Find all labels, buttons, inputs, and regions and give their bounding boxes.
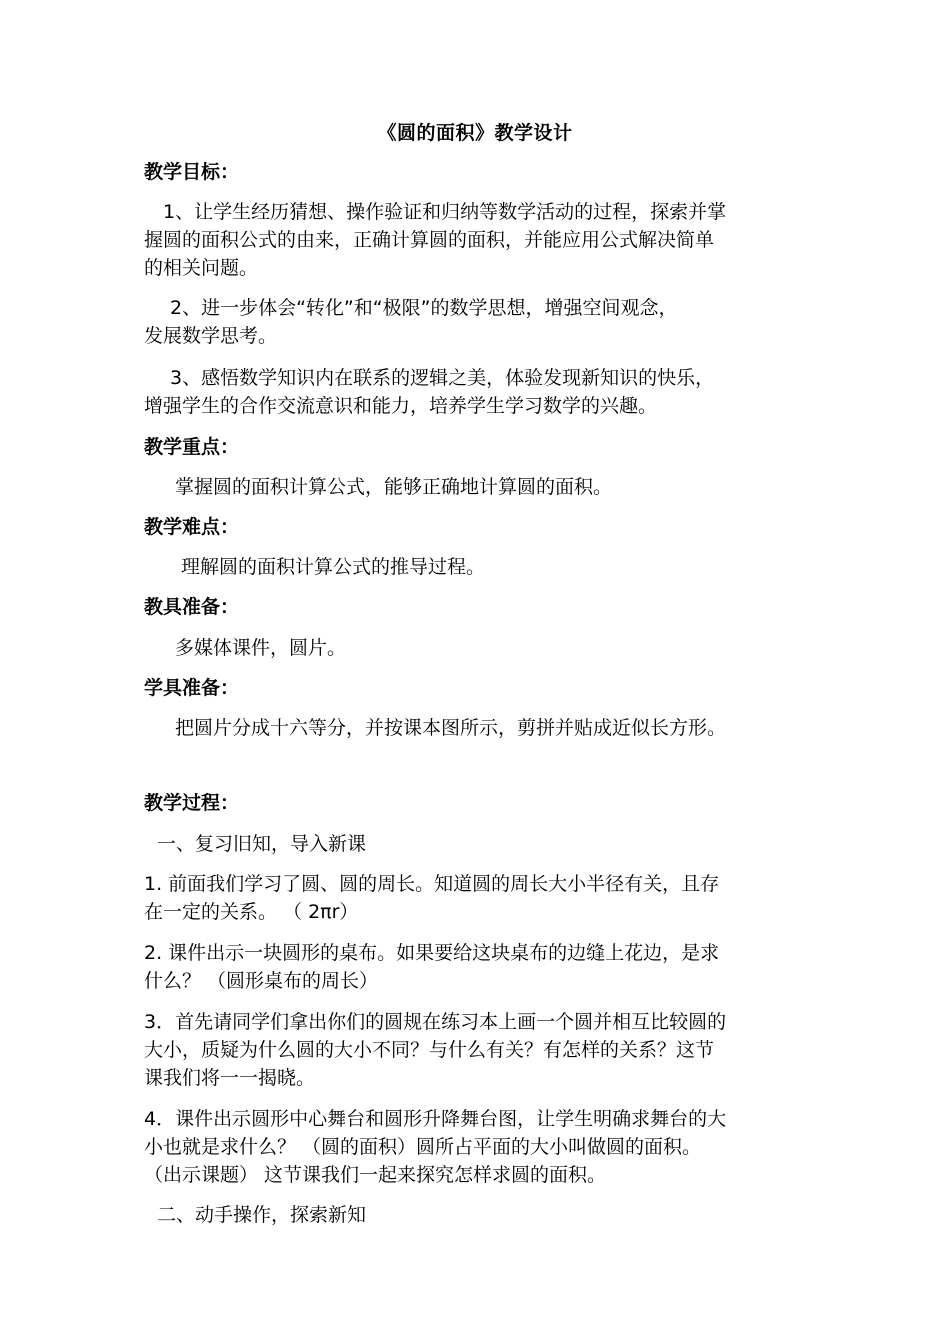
key-point-text: 掌握圆的面积计算公式，能够正确地计算圆的面积。 — [175, 476, 613, 498]
process-3-line-2: 大小，质疑为什么圆的大小不同？与什么有关？有怎样的关系？这节 — [144, 1039, 715, 1061]
process-2-line-2: 什么？ （圆形桌布的周长） — [144, 970, 379, 992]
process-4-line-3: （出示课题） 这节课我们一起来探究怎样求圆的面积。 — [144, 1164, 607, 1186]
document-title: 《圆的面积》教学设计 — [377, 122, 573, 144]
student-tools-heading: 学具准备： — [144, 677, 240, 699]
goal-2-line-2: 发展数学思考。 — [144, 325, 278, 347]
difficulty-heading: 教学难点： — [144, 516, 240, 538]
process-4-line-1: 4．课件出示圆形中心舞台和圆形升降舞台图，让学生明确求舞台的大 — [144, 1108, 727, 1130]
student-tools-text: 把圆片分成十六等分，并按课本图所示，剪拼并贴成近似长方形。 — [175, 717, 727, 739]
process-2-line-1: 2. 课件出示一块圆形的桌布。如果要给这块桌布的边缝上花边，是求 — [144, 942, 720, 964]
process-3-line-1: 3．首先请同学们拿出你们的圆规在练习本上画一个圆并相互比较圆的 — [144, 1011, 727, 1033]
goals-heading: 教学目标： — [144, 161, 240, 183]
section-2-heading: 二、动手操作，探索新知 — [157, 1204, 367, 1226]
difficulty-text: 理解圆的面积计算公式的推导过程。 — [181, 556, 486, 578]
goal-1-line-2: 握圆的面积公式的由来，正确计算圆的面积，并能应用公式解决简单 — [144, 229, 715, 251]
teacher-tools-text: 多媒体课件，圆片。 — [175, 637, 347, 659]
goal-1-line-3: 的相关问题。 — [144, 257, 259, 279]
process-4-line-2: 小也就是求什么？ （圆的面积）圆所占平面的大小叫做圆的面积。 — [144, 1136, 702, 1158]
goal-3-line-1: 3、感悟数学知识内在联系的逻辑之美，体验发现新知识的快乐， — [170, 367, 715, 389]
goal-2-line-1: 2、进一步体会“转化”和“极限”的数学思想，增强空间观念， — [170, 297, 678, 319]
goal-3-line-2: 增强学生的合作交流意识和能力，培养学生学习数学的兴趣。 — [144, 395, 658, 417]
process-1-line-1: 1. 前面我们学习了圆、圆的周长。知道圆的周长大小半径有关，且存 — [144, 873, 720, 895]
section-1-heading: 一、复习旧知，导入新课 — [157, 833, 367, 855]
key-point-heading: 教学重点： — [144, 436, 240, 458]
process-1-line-2: 在一定的关系。 （ 2πr） — [144, 901, 359, 923]
process-3-line-3: 课我们将一一揭晓。 — [144, 1067, 316, 1089]
process-heading: 教学过程： — [144, 792, 240, 814]
goal-1-line-1: 1、让学生经历猜想、操作验证和归纳等数学活动的过程，探索并掌 — [163, 201, 727, 223]
teacher-tools-heading: 教具准备： — [144, 596, 240, 618]
